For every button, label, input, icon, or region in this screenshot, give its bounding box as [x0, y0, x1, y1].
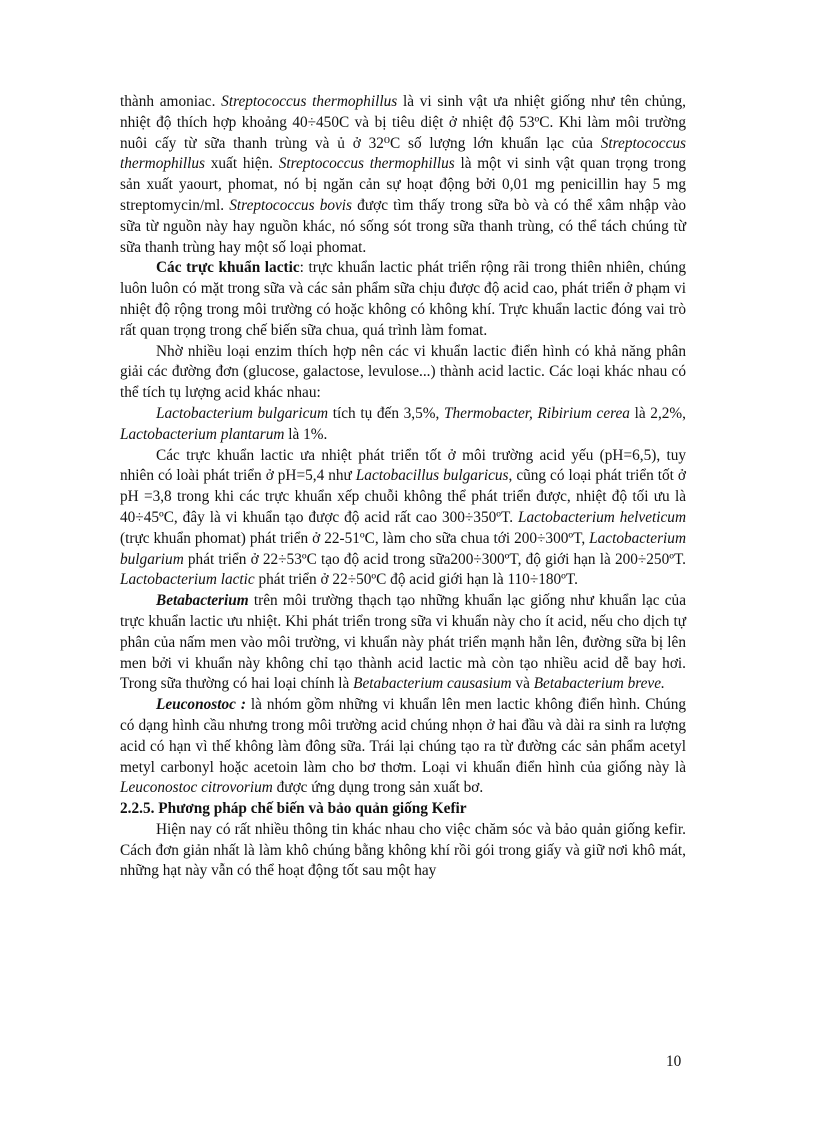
species-name: Leuconostoc citrovorium: [120, 779, 273, 797]
species-name: Betabacterium breve.: [533, 675, 665, 693]
species-name: Lactobacterium helveticum: [517, 508, 686, 526]
species-name: Streptococcus thermophillus: [278, 155, 455, 173]
species-name: Lactobacterium plantarum: [120, 425, 285, 443]
paragraph-streptococcus: [120, 92, 686, 258]
paragraph-kefir-storage: [120, 820, 686, 882]
text-run: là 2,2%,: [629, 404, 686, 422]
species-name: Betabacterium causasium: [353, 675, 512, 693]
paragraph-lactic-rods: [120, 258, 686, 341]
species-name: Lactobacterium bulgarium: [120, 529, 686, 568]
text-run: xuất hiện.: [204, 155, 279, 173]
species-name: Leuconostoc :: [156, 696, 246, 714]
species-name: Betabacterium: [156, 592, 249, 610]
text-run: là một vi sinh vật quan trọng trong sản xuất yaourt, phomat, nó bị ngăn cản sự hoạt động bởi 0,01 mg penicillin hay 5 mg streptomycin/ml.: [120, 155, 686, 214]
species-name: Lactobacterium lactic: [120, 571, 255, 589]
text-run: tích tụ đến 3,5%,: [328, 404, 445, 422]
species-name: Streptococcus thermophillus: [221, 93, 398, 110]
species-name: Lactobacterium bulgaricum: [156, 404, 329, 422]
paragraph-betabacterium: [120, 591, 686, 695]
text-run: được ứng dụng trong sản xuất bơ.: [272, 779, 484, 797]
species-name: Streptococcus bovis: [229, 196, 352, 214]
page-number: 10: [666, 1053, 682, 1070]
text-run: (trực khuẩn phomat) phát triển ở 22-51ºC, làm cho sữa chua tới 200÷300ºT,: [120, 529, 590, 547]
text-run: là vi sinh vật ưa nhiệt giống như tên chủng, nhiệt độ thích hợp khoảng 40÷450C và bị tiêu diệt ở nhiệt độ 53ºC. Khi làm môi trường nuôi cấy từ sữa thanh trùng và ủ ở 32⁰C số lượng lớn khuẩn lạc của: [120, 93, 686, 152]
text-run: được tìm thấy trong sữa bò và có thể xâm nhập vào sữa từ nguồn này hay nguồn khác, nó sống sót trong sữa thanh trùng, có thể tách chúng từ sữa thanh trùng hay một số loại phomat.: [120, 196, 687, 256]
text-run: Nhờ nhiều loại enzim thích hợp nên các vi khuẩn lactic điển hình có khả năng phân giải các đường đơn (glucose, galactose, levulose...) thành acid lactic. Các loại khác nhau có thể tích tụ lượng acid khác nhau:: [120, 342, 686, 402]
paragraph-enzymes: [120, 342, 686, 404]
paragraph-acid-levels: [120, 404, 686, 446]
paragraph-thermophilic-rods: [120, 446, 686, 592]
species-name: Lactobacillus bulgaricus: [355, 467, 509, 485]
text-run: phát triển ở 22÷50ºC độ acid giới hạn là 110÷180ºT.: [254, 571, 578, 589]
document-body: [120, 92, 686, 882]
text-run: trên môi trường thạch tạo những khuẩn lạc giống như khuẩn lạc của trực khuẩn lactic ưu nhiệt. Khi phát triển trong sữa vi khuẩn này cho ít acid, nếu cho dịch tự phân của nấm men vào môi trường, vi khuẩn này phát triển mạnh hẳn lên, đường sữa bị lên men bởi vi khuẩn này không chỉ tạo thành acid lactic mà còn tạo nhiều acid dễ bay hơi. Trong sữa thường có hai loại chính là: [120, 592, 686, 693]
text-run: 2.2.5. Phương pháp chế biến và bảo quản giống Kefir: [120, 800, 467, 818]
text-run: phát triển ở 22÷53ºC tạo độ acid trong sữa200÷300ºT, độ giới hạn là 200÷250ºT.: [183, 550, 686, 568]
species-name: Thermobacter, Ribirium cerea: [444, 404, 630, 422]
species-name: Streptococcus thermophillus: [120, 134, 686, 173]
section-heading: [120, 799, 686, 820]
text-run: thành amoniac.: [120, 93, 222, 110]
text-run: và: [511, 675, 534, 693]
paragraph-leuconostoc: [120, 695, 686, 799]
text-run: Hiện nay có rất nhiều thông tin khác nhau cho việc chăm sóc và bảo quản giống kefir. Cách đơn giản nhất là làm khô chúng bằng không khí rồi gói trong giấy và giữ nơi khô mát, những hạt này vẫn có thể hoạt động tốt sau một hay: [120, 820, 686, 880]
text-run: : trực khuẩn lactic phát triển rộng rãi trong thiên nhiên, chúng luôn luôn có mặt trong sữa và các sản phẩm sữa chịu được độ acid cao, phát triển ở phạm vi nhiệt độ rộng trong môi trường có hoặc không có không khí. Trực khuẩn lactic đóng vai trò rất quan trọng trong chế biến sữa chua, quá trình làm fomat.: [120, 259, 686, 339]
text-run: , cũng có loại phát triển tốt ở pH =3,8 trong khi các trực khuẩn xếp chuỗi không thể phát triển được, nhiệt độ tối ưu là 40÷45ºC, đây là vi khuẩn tạo được độ acid rất cao 300÷350ºT.: [120, 467, 687, 526]
text-run: Các trực khuẩn lactic ưa nhiệt phát triển tốt ở môi trường acid yếu (pH=6,5), tuy nhiên có loài phát triển ở pH=5,4 như: [120, 446, 686, 485]
text-run: là nhóm gồm những vi khuẩn lên men lactic không điển hình. Chúng có dạng hình cầu nhưng trong môi trường acid chúng nhọn ở hai đầu và dài ra sinh ra lượng acid có hạn vì thế không làm đông sữa. Trái lại chúng tạo ra từ đường các sản phẩm acetyl metyl carbonyl hoặc acetoin làm cho bơ thơm. Loại vi khuẩn điển hình của giống này là: [120, 696, 687, 776]
bold-term: Các trực khuẩn lactic: [156, 259, 300, 277]
text-run: là 1%.: [284, 425, 328, 443]
